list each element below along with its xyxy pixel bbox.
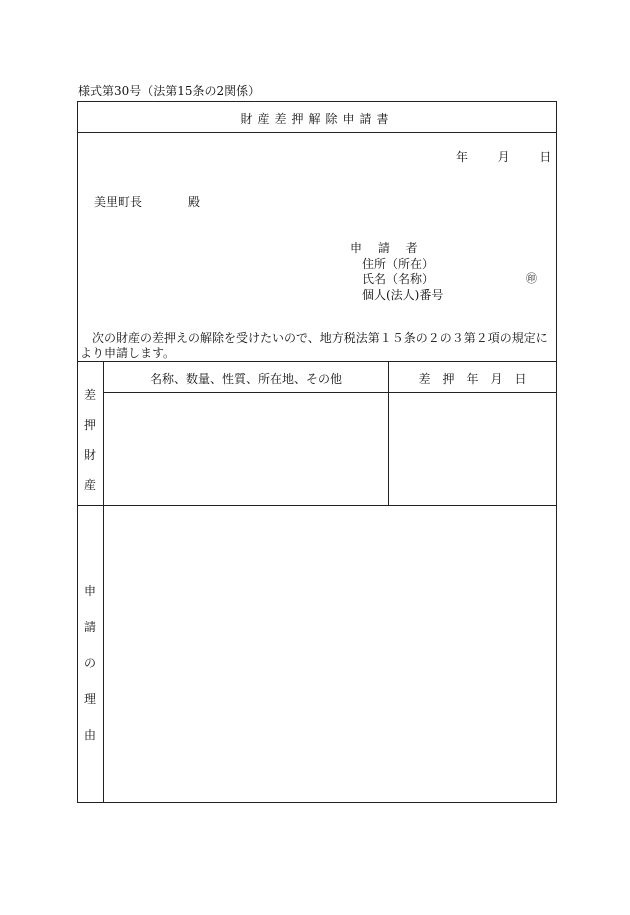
application-statement: 次の財産の差押えの解除を受けたいので、地方税法第１５条の２の３第２項の規定により申請します。	[80, 331, 548, 360]
applicant-heading: 申 請 者	[350, 241, 424, 255]
date-year-label: 年	[456, 150, 469, 164]
reason-side-label: 申 請 の 理 由	[83, 584, 96, 742]
column-property-description: 名称、数量、性質、所在地、その他	[149, 372, 342, 386]
addressee: 美里町長	[94, 195, 143, 209]
applicant-address-label: 住所（所在）	[362, 257, 435, 271]
form-title: 財産差押解除申請書	[240, 112, 394, 126]
date-day-label: 日	[539, 150, 552, 164]
title-row	[78, 102, 556, 133]
seizure-date-cell[interactable]	[389, 393, 556, 505]
date-month-label: 月	[497, 150, 510, 164]
property-side-label: 差 押 財 産	[83, 388, 96, 492]
date-line	[456, 148, 551, 165]
reason-cell[interactable]	[104, 506, 556, 802]
applicant-name-label: 氏名（名称）	[362, 272, 435, 286]
property-description-cell[interactable]	[104, 393, 388, 505]
column-seizure-date: 差 押 年 月 日	[418, 372, 527, 386]
form-number: 様式第30号（法第15条の2関係）	[78, 84, 261, 98]
divider-statement-bottom	[77, 361, 557, 362]
applicant-id-label: 個人(法人)番号	[362, 288, 444, 302]
honorific: 殿	[188, 195, 201, 209]
seal-icon: ㊞	[526, 272, 537, 285]
